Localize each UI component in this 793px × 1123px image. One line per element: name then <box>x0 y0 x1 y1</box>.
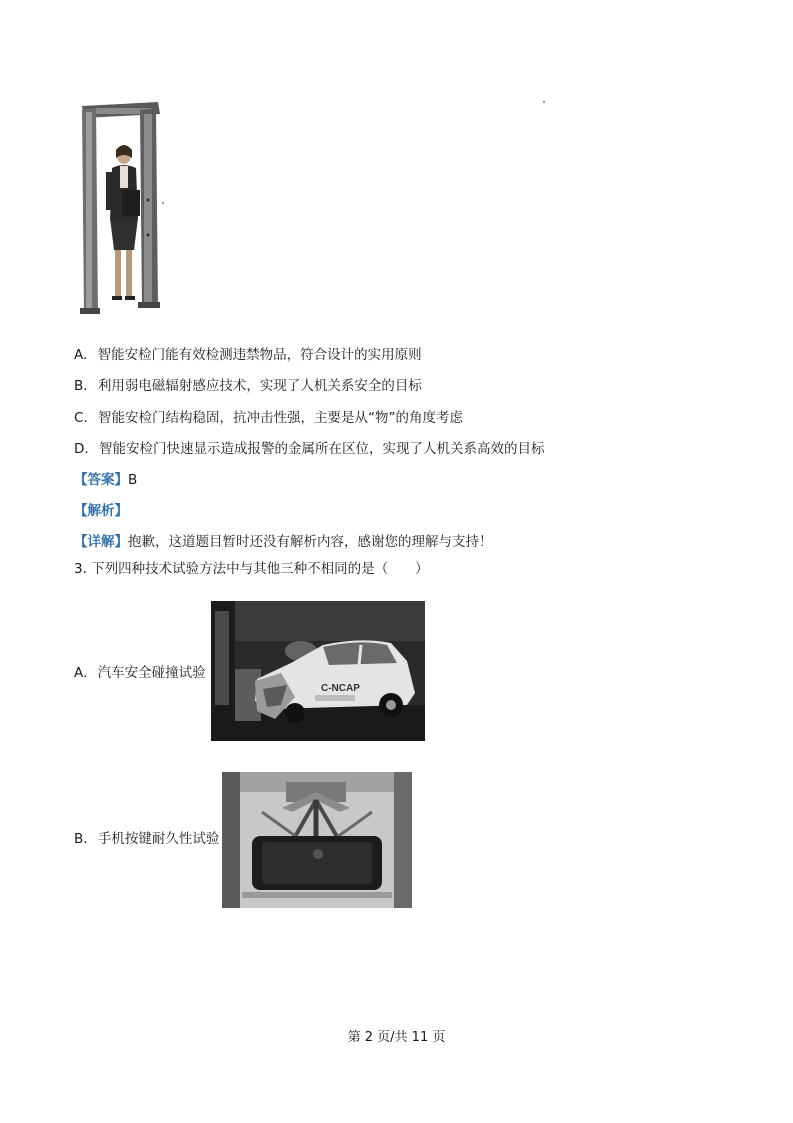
crash-test-photo <box>211 601 425 741</box>
option-d <box>74 440 544 458</box>
detail-line <box>74 533 493 551</box>
security-gate-image <box>78 100 164 318</box>
option-label: B. <box>74 831 88 847</box>
stray-mark <box>162 202 164 204</box>
car-logo-text: C-NCAP <box>321 683 360 694</box>
option-label: D. <box>74 441 89 457</box>
phone-key-test-image <box>222 772 412 908</box>
question3-stem: 3. 下列四种技术试验方法中与其他三种不相同的是（ ） <box>74 561 429 577</box>
option-b <box>74 377 422 395</box>
option-text: 智能安检门结构稳固，抗冲击性强，主要是从“物”的角度考虑 <box>98 410 464 426</box>
phone-key-test-photo <box>222 772 412 908</box>
option-label: A. <box>74 665 88 681</box>
crash-test-image <box>211 601 425 741</box>
option-label: A. <box>74 347 88 363</box>
option-c <box>74 409 463 427</box>
analysis-line <box>74 502 128 520</box>
q3-option-b <box>74 830 219 848</box>
answer-value: B <box>128 472 138 488</box>
option-text: 手机按键耐久性试验 <box>97 831 220 847</box>
option-text: 利用弱电磁辐射感应技术，实现了人机关系安全的目标 <box>97 378 422 394</box>
option-a <box>74 346 422 364</box>
answer-tag: 【答案】 <box>74 472 128 488</box>
option-text: 汽车安全碰撞试验 <box>97 665 206 681</box>
security-gate-illustration <box>78 100 164 318</box>
option-label: C. <box>74 410 88 426</box>
detail-tag: 【详解】 <box>74 534 128 550</box>
analysis-tag: 【解析】 <box>74 503 128 519</box>
option-label: B. <box>74 378 88 394</box>
option-text: 智能安检门能有效检测违禁物品，符合设计的实用原则 <box>97 347 422 363</box>
q3-option-a <box>74 664 206 682</box>
answer-line <box>74 471 137 489</box>
option-text: 智能安检门快速显示造成报警的金属所在区位，实现了人机关系高效的目标 <box>98 441 545 457</box>
stray-mark <box>543 101 545 103</box>
detail-text: 抱歉，这道题目暂时还没有解析内容，感谢您的理解与支持！ <box>128 534 493 550</box>
page-number: 第 2 页/共 11 页 <box>347 1030 446 1045</box>
